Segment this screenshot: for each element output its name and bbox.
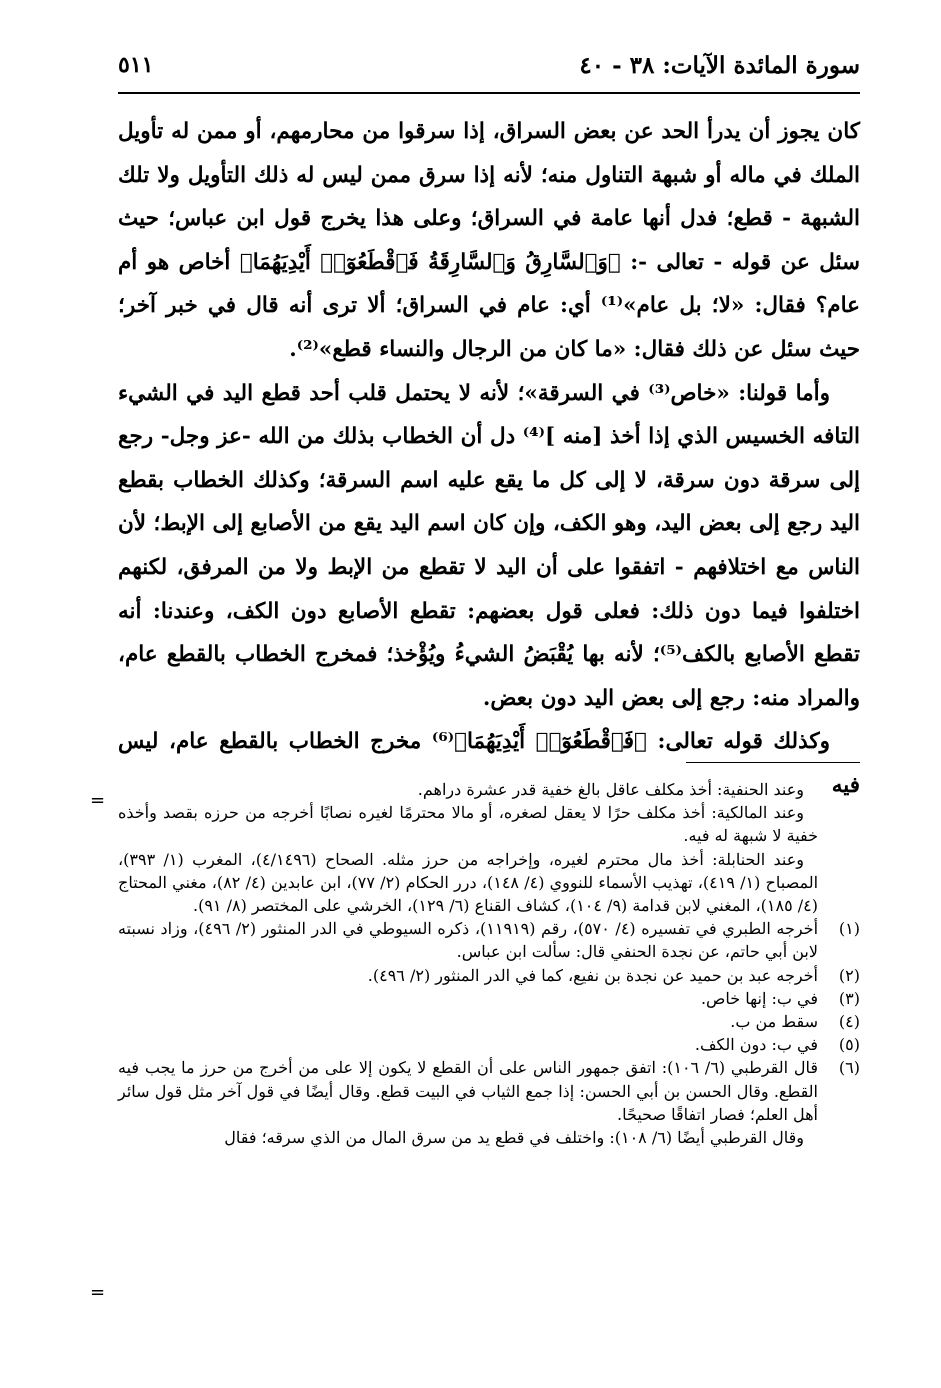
footnote-text: قال القرطبي (٦/ ١٠٦): اتفق جمهور الناس على أن القطع لا يكون إلا على من أخرج من حرز ما يجب فيه القطع. وقال الحسن بن أبي الحسن: إذا جمع الثياب في البيت قطع. وقال أيضًا في قول آخر مثل قول سائر أهل العلم؛ فصار اتفاقًا صحيحًا.: [118, 1058, 818, 1124]
footnote-text: أخرجه عبد بن حميد عن نجدة بن نفيع، كما في الدر المنثور (٢/ ٤٩٦).: [367, 965, 818, 985]
footnote-number: (٦): [838, 1058, 860, 1078]
footnote-5: [118, 1033, 860, 1056]
paragraph-3: وكذلك قوله تعالى: ﴿فَٱقْطَعُوٓا۟ أَيْدِيَهُمَا﴾⁽⁶⁾ مخرج الخطاب بالقطع عام، ليس فيه: [118, 729, 860, 798]
footnote-continued-1: وعند الحنفية: أخذ مكلف عاقل بالغ خفية قدر عشرة دراهم.: [417, 780, 804, 799]
page-header: [118, 52, 860, 92]
continuation-mark: =: [90, 790, 106, 811]
footnote-number: (٣): [838, 988, 860, 1008]
main-text: [118, 110, 860, 808]
running-title: سورة المائدة الآيات: ٣٨ - ٤٠: [579, 52, 860, 79]
header-rule: [118, 92, 860, 94]
footnote-6-continued: وقال القرطبي أيضًا (٦/ ١٠٨): واختلف في قطع يد من سرق المال من الذي سرقه؛ فقال: [224, 1128, 804, 1148]
footnotes: [118, 778, 860, 1149]
footnote-continued-3: وعند الحنابلة: أخذ مال محترم لغيره، وإخراجه من حرز مثله. الصحاح (٤/١٤٩٦)، المغرب (١/ ٣٩٣)، المصباح (١/ ٤١٩)، تهذيب الأسماء للنووي (٤/ ١٤٨)، درر الحكام (٢/ ٧٧)، ابن عابدين (٤/ ٨٢)، مغني المحتاج (٤/ ١٨٥)، المغني لابن قدامة (٩/ ١٠٤)، كشاف القناع (٦/ ١٢٩)، الخرشي على المختصر (٨/ ٩١).: [118, 849, 819, 916]
footnote-rule: [686, 762, 860, 763]
footnote-number: (٤): [838, 1012, 860, 1032]
paragraph-2: وأما قولنا: «خاص⁽³⁾ في السرقة»؛ لأنه لا يحتمل قلب أحد قطع اليد في الشيء التافه الخسيس الذي إذا أخذ [منه ]⁽⁴⁾ دل أن الخطاب بذلك من الله -عز وجل- رجع إلى سرقة دون سرقة، لا إلى كل ما يقع عليه اسم السرقة؛ وكذلك الخطاب بقطع اليد رجع إلى بعض اليد، وهو الكف، وإن كان اسم اليد يقع من الأصابع إلى الإبط؛ لأن الناس مع اختلافهم - اتفقوا على أن اليد لا تقطع من الإبط ولا من المرفق، لكنهم اختلفوا فيما دون ذلك: فعلى قول بعضهم: تقطع الأصابع دون الكف، وعندنا: أنه تقطع الأصابع بالكف⁽⁵⁾؛ لأنه بها يُقْبَضُ الشيءُ ويُؤْخذ؛ فمخرج الخطاب بالقطع عام، والمراد منه: رجع إلى بعض اليد دون بعض.: [118, 380, 860, 711]
footnote-continued-2: وعند المالكية: أخذ مكلف حرًا لا يعقل لصغره، أو مالا محترمًا لغيره نصابًا أخرجه من حرزه بقصد وأخذه خفية لا شبهة له فيه.: [118, 803, 818, 846]
footnote-2: [118, 964, 860, 987]
page-number: ٥١١: [118, 52, 154, 78]
footnote-1: [118, 917, 860, 963]
footnote-text: سقط من ب.: [730, 1012, 818, 1032]
footnote-text: في ب: دون الكف.: [694, 1035, 818, 1055]
end-continuation-mark: =: [90, 1282, 106, 1303]
footnote-text: أخرجه الطبري في تفسيره (٤/ ٥٧٠)، رقم (١١٩١٩)، ذكره السيوطي في الدر المنثور (٢/ ٤٩٦)، وزاد نسبته لابن أبي حاتم، عن نجدة الحنفي قال: سألت ابن عباس.: [118, 919, 819, 962]
paragraph-1: كان يجوز أن يدرأ الحد عن بعض السراق، إذا سرقوا من محارمهم، أو ممن له تأويل الملك في ماله أو شبهة التناول منه؛ لأنه إذا سرق ممن ليس له ذلك التأويل ولا تلك الشبهة - قطع؛ فدل أنها عامة في السراق؛ وعلى هذا يخرج قول ابن عباس؛ حيث سئل عن قوله - تعالى -: ﴿وَٱلسَّارِقُ وَٱلسَّارِقَةُ فَٱقْطَعُوٓا۟ أَيْدِيَهُمَا﴾ أخاص هو أم عام؟ فقال: «لا؛ بل عام»⁽¹⁾ أي: عام في السراق؛ ألا ترى أنه قال في خبر آخر؛ حيث سئل عن ذلك فقال: «ما كان من الرجال والنساء قطع»⁽²⁾.: [118, 119, 860, 362]
footnote-4: [118, 1010, 860, 1033]
footnote-number: (٢): [838, 965, 860, 985]
footnote-3: [118, 987, 860, 1010]
footnote-number: (٥): [838, 1035, 860, 1055]
footnote-number: (١): [838, 919, 860, 939]
footnote-6: [118, 1056, 860, 1126]
footnote-text: في ب: إنها خاص.: [700, 988, 818, 1008]
